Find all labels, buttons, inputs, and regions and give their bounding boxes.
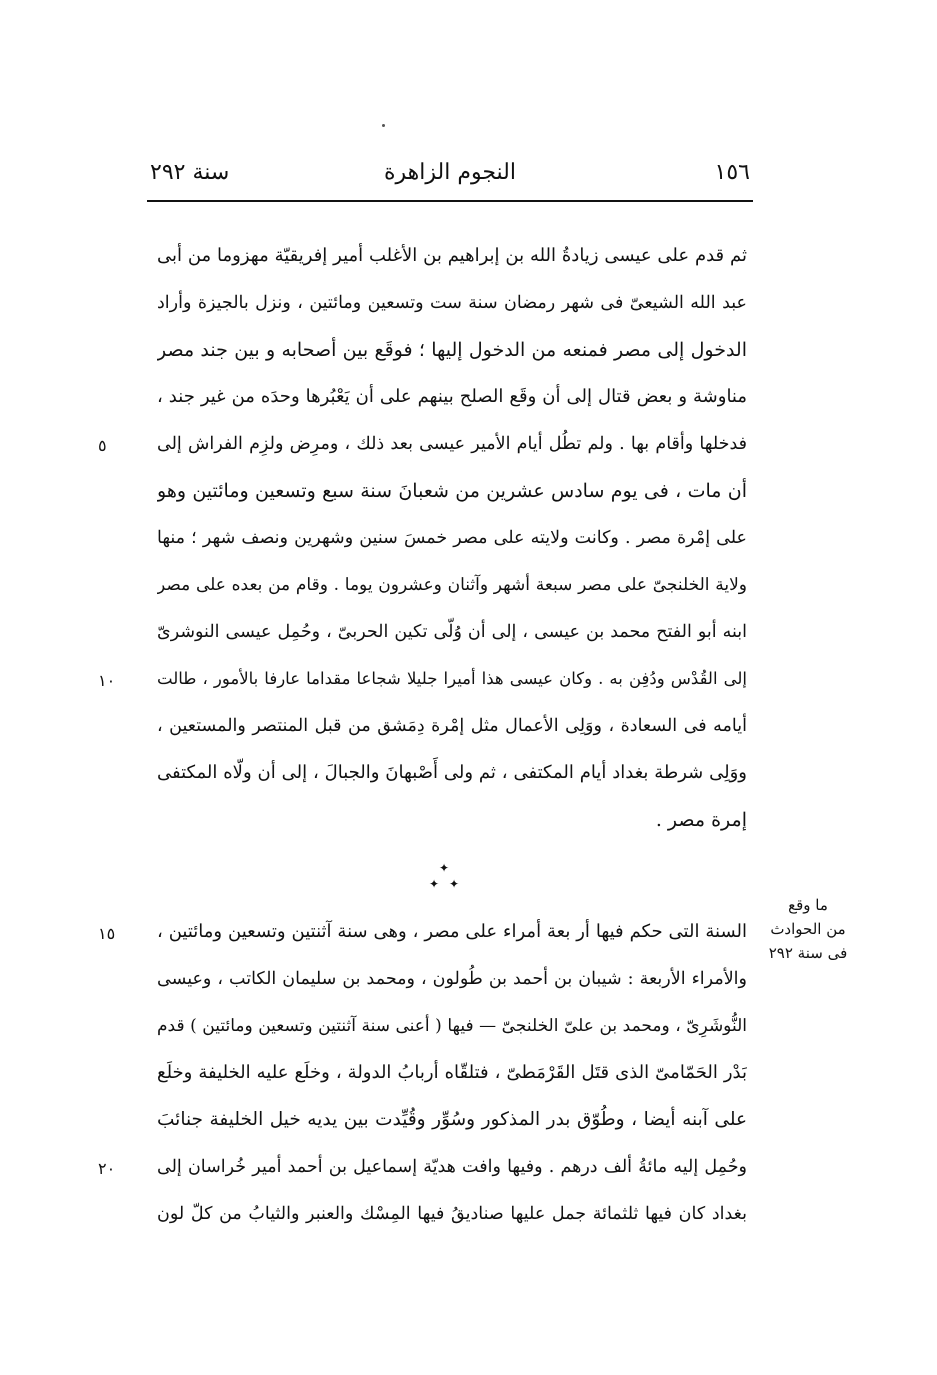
text-line: ابنه أبو الفتح محمد بن عيسى ، إلى أن وُلّى تكين الحربىّ ، وحُمِل عيسى النوشرىّ [157,622,747,642]
text-line: فدخلها وأقام بها . ولم تطُل أيام الأمير عيسى بعد ذلك ، ومرِض ولزِم الفراش إلى [157,434,747,454]
book-title: النجوم الزاهرة [384,160,516,185]
text-line: السنة التى حكم فيها أر بعة أمراء على مصر ، وهى سنة آثنتين وتسعين ومائتين ، [157,921,747,942]
text-line: على إمْرة مصر . وكانت ولايته على مصر خمسَ سنين وشهرين ونصف شهر ؛ منها [157,528,747,548]
header-year: سنة ٢٩٢ [150,160,230,185]
text-line: أن مات ، فى يوم سادس عشرين من شعبانَ سنة سبع وتسعين ومائتين وهو [157,480,747,502]
line-number: ٥ [98,436,107,455]
text-line: إمرة مصر . [655,809,747,831]
ornament-mark: ✦ [449,877,460,891]
ink-speck [382,124,385,127]
text-line: ولاية الخلنجىّ على مصر سبعة أشهر وآثنان وعشرون يوما . وقام من بعده على مصر [157,575,747,595]
text-line: الدخول إلى مصر فمنعه من الدخول إليها ؛ فوقَع بين أصحابه و بين جند مصر [157,339,747,361]
text-line: أيامه فى السعادة ، ووَلِى الأعمال مثل إمْرة دِمَشق من قبل المنتصر والمستعين ، [157,716,747,736]
text-line: ثم قدم على عيسى زيادةُ الله بن إبراهيم بن الأغلب أمير إفريقيّة مهزوما من أبى [157,245,747,266]
text-line: على آبنه أيضا ، وطُوّق بدر المذكور وسُوِّر وقُيِّدت بين يديه خيل الخليفة جنائبَ [157,1109,747,1130]
section-ornament [425,862,465,898]
header-rule [147,200,753,202]
margin-note-line: ما وقع [788,896,828,914]
margin-note-line: فى سنة ٢٩٢ [768,944,848,962]
text-line: ووَلِى شرطة بغداد أيام المكتفى ، ثم ولى أَصْبهانَ والجبالَ ، إلى أن ولّاه المكتفى [157,762,747,783]
text-line: بَدْر الحَمّامىّ الذى قتَل القَرْمَطىّ ، فتلقّاه أربابُ الدولة ، وخلَع عليه الخليفة وخلَع [157,1062,747,1083]
line-number: ٢٠ [98,1159,116,1178]
text-line: عبد الله الشيعىّ فى شهر رمضان سنة ست وتسعين ومائتين ، ونزل بالجيزة وأراد [157,293,747,313]
ornament-mark: ✦ [439,861,450,875]
margin-note-line: من الحوادث [770,920,846,938]
text-line: وحُمِل إليه مائةُ ألف درهم . وفيها وافت هديّة إسماعيل بن أحمد أمير خُراسان إلى [157,1157,747,1177]
text-line: النُّوشَرِىّ ، ومحمد بن علىّ الخلنجىّ — فيها ( أعنى سنة آثنتين وتسعين ومائتين ) قدم [157,1016,747,1036]
text-line: إلى القُدْس ودُفِن به . وكان عيسى هذا أميرا جليلا شجاعا مقداما عارفا بالأمور ، طالت [157,669,747,688]
running-header [150,160,750,192]
line-number: ١٠ [98,671,116,690]
line-number: ١٥ [98,924,116,943]
page-number: ١٥٦ [714,160,750,185]
margin-note [767,893,849,965]
text-line: مناوشة و بعض قتال إلى أن وقَع الصلح بينهم على أن يَعْبُرها وحدَه من غير جند ، [157,386,747,407]
text-line: بغداد كان فيها ثلثمائة جمل عليها صناديقُ فيها المِسْك والعنبر والثيابُ من كلّ لون [157,1204,747,1224]
text-line: والأمراء الأربعة : شيبان بن أحمد بن طُولون ، ومحمد بن سليمان الكاتب ، وعيسى [157,969,747,989]
ornament-mark: ✦ [429,877,440,891]
